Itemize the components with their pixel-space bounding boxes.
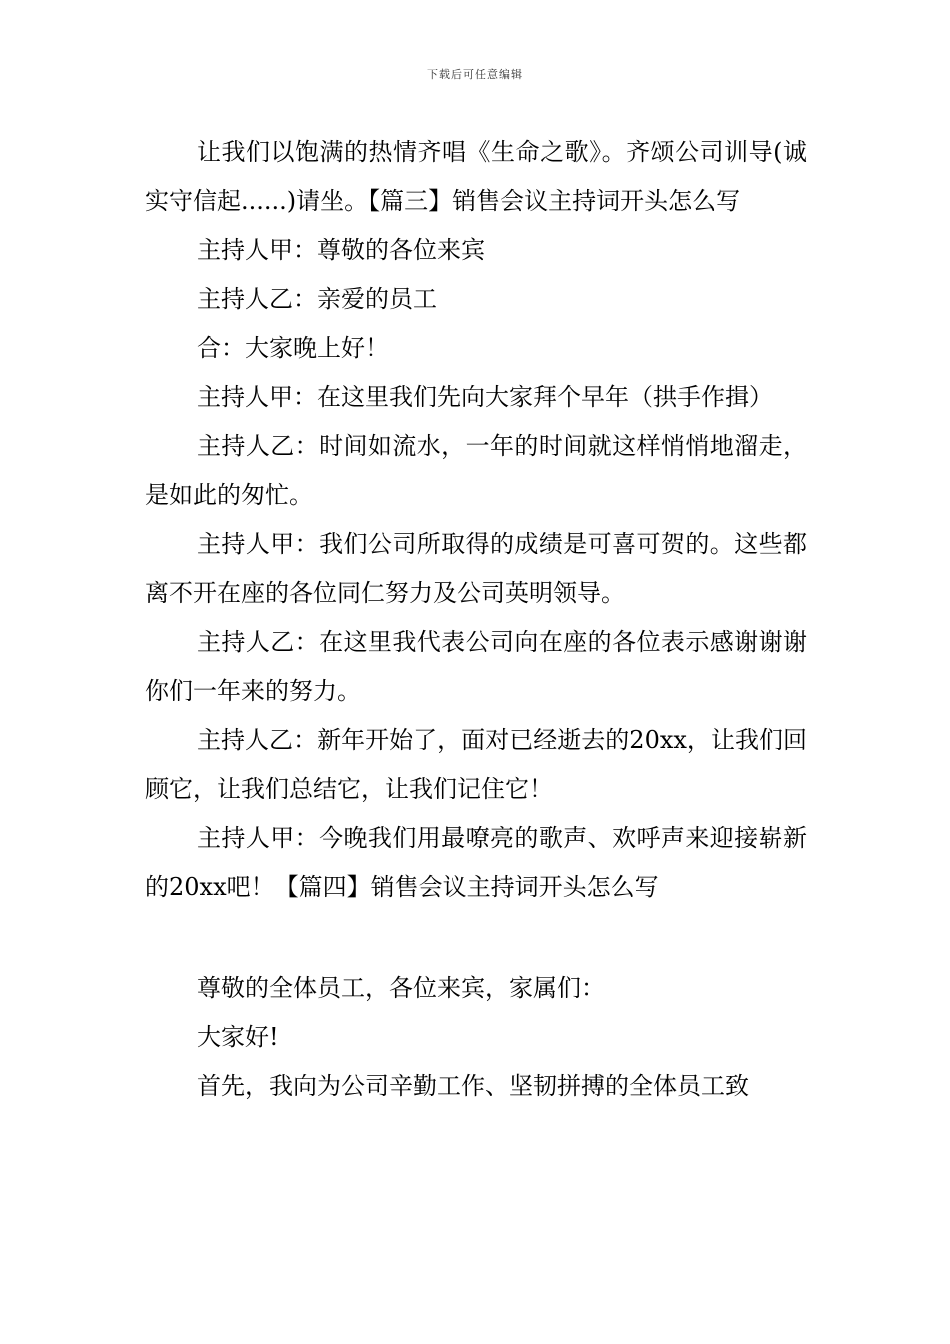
paragraph-spacer bbox=[145, 912, 807, 964]
paragraph: 尊敬的全体员工，各位来宾，家属们： bbox=[197, 974, 605, 1002]
paragraph: 首先，我向为公司辛勤工作、坚韧拼搏的全体员工致 bbox=[197, 1072, 749, 1100]
page-header: 下载后可任意编辑 bbox=[427, 68, 523, 81]
paragraph: 主持人甲：尊敬的各位来宾 bbox=[197, 236, 485, 264]
paragraph: 主持人乙：新年开始了，面对已经逝去的20xx，让我们回顾它，让我们总结它，让我们记住它！ bbox=[145, 726, 807, 803]
document-body bbox=[145, 128, 807, 1111]
paragraph: 让我们以饱满的热情齐唱《生命之歌》。齐颂公司训导(诚实守信起......)请坐。【篇三】销售会议主持词开头怎么写 bbox=[145, 138, 807, 215]
paragraph: 主持人甲：我们公司所取得的成绩是可喜可贺的。这些都离不开在座的各位同仁努力及公司英明领导。 bbox=[145, 530, 807, 607]
paragraph: 主持人甲：今晚我们用最嘹亮的歌声、欢呼声来迎接崭新的20xx吧！【篇四】销售会议主持词开头怎么写 bbox=[145, 824, 807, 901]
paragraph: 大家好! bbox=[197, 1023, 279, 1051]
paragraph: 主持人乙：时间如流水，一年的时间就这样悄悄地溜走，是如此的匆忙。 bbox=[145, 432, 807, 509]
paragraph: 合：大家晚上好！ bbox=[197, 334, 389, 362]
paragraph: 主持人甲：在这里我们先向大家拜个早年（拱手作揖） bbox=[197, 383, 773, 411]
paragraph: 主持人乙：在这里我代表公司向在座的各位表示感谢谢谢你们一年来的努力。 bbox=[145, 628, 807, 705]
paragraph: 主持人乙：亲爱的员工 bbox=[197, 285, 437, 313]
